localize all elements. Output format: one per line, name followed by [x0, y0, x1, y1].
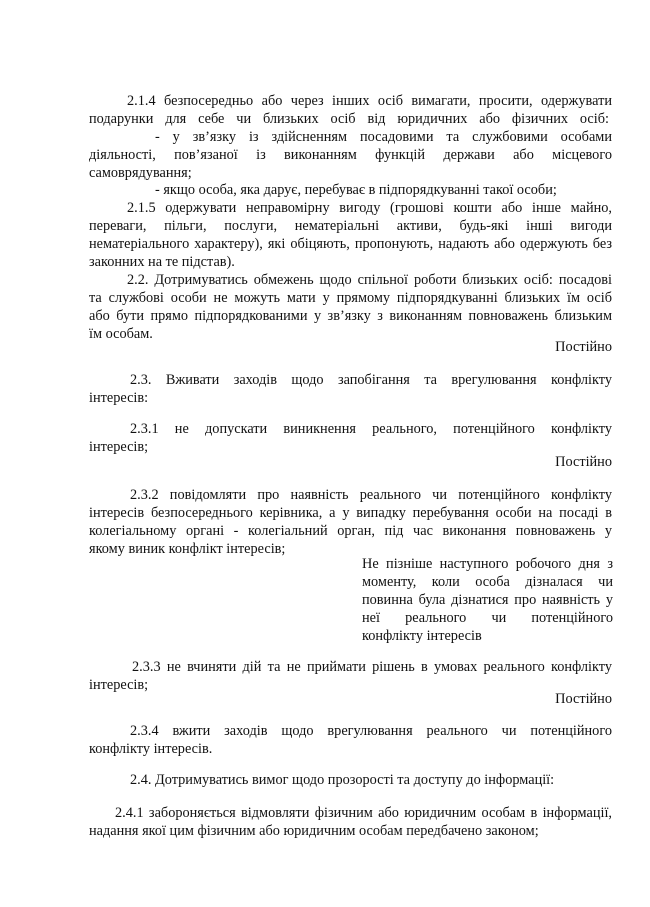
term-next-working-day-line-2: моменту, коли особа дізналася чи	[362, 574, 613, 590]
clause-2-3-2-line-1: 2.3.2 повідомляти про наявність реального чи потенційного конфлікту	[130, 487, 612, 503]
clause-2-3-line-1: 2.3. Вживати заходів щодо запобігання та врегулювання конфлікту	[130, 372, 612, 388]
clause-2-3-1-line-1: 2.3.1 не допускати виникнення реального, потенційного конфлікту	[130, 421, 612, 437]
clause-2-1-4-line-3: - у зв’язку із здійсненням посадовими та службовими особами	[155, 129, 612, 145]
clause-2-1-5-line-4: законних на те підстав).	[89, 254, 235, 270]
term-next-working-day-line-4: неї реального чи потенційного	[362, 610, 613, 626]
clause-2-2-line-1: 2.2. Дотримуватись обмежень щодо спільної роботи близьких осіб: посадові	[127, 272, 612, 288]
clause-2-3-2-line-2: інтересів безпосереднього керівника, а у випадку перебування особи на посаді в	[89, 505, 612, 521]
clause-2-4-1-line-2: надання якої цим фізичним або юридичним особам передбачено законом;	[89, 823, 539, 839]
clause-2-3-4-line-2: конфлікту інтересів.	[89, 741, 213, 757]
term-next-working-day-line-3: повинна була дізнатися про наявність у	[362, 592, 613, 608]
clause-2-3-4-line-1: 2.3.4 вжити заходів щодо врегулювання реального чи потенційного	[130, 723, 612, 739]
clause-2-1-5-line-2: переваги, пільги, послуги, нематеріальні активи, будь-які інші вигоди	[89, 218, 612, 234]
clause-2-2-line-3: або бути прямо підпорядкованими у зв’язку з виконанням повноважень близьким	[89, 308, 612, 324]
clause-2-3-line-2: інтересів:	[89, 390, 149, 406]
clause-2-1-4-line-5: самоврядування;	[89, 165, 192, 181]
clause-2-1-4-line-2: подарунки для себе чи близьких осіб від юридичних або фізичних осіб:	[89, 111, 609, 127]
clause-2-3-3-line-1: 2.3.3 не вчиняти дій та не приймати рішень в умовах реального конфлікту	[132, 659, 612, 675]
clause-2-1-4-line-1: 2.1.4 безпосередньо або через інших осіб вимагати, просити, одержувати	[127, 93, 612, 109]
clause-2-1-5-line-3: нематеріального характеру), які обіцяють, пропонують, надають або одержують без	[89, 236, 612, 252]
clause-2-2-line-2: та службові особи не можуть мати у прямому підпорядкуванні близьких їм осіб	[89, 290, 612, 306]
clause-2-1-5-line-1: 2.1.5 одержувати неправомірну вигоду (грошові кошти або інше майно,	[127, 200, 612, 216]
term-permanent-3: Постійно	[555, 691, 612, 707]
clause-2-3-1-line-2: інтересів;	[89, 439, 149, 455]
clause-2-1-4-line-4: діяльності, пов’язаної із виконанням функцій держави або місцевого	[89, 147, 612, 163]
term-next-working-day-line-1: Не пізніше наступного робочого дня з	[362, 556, 613, 572]
clause-2-4: 2.4. Дотримуватись вимог щодо прозорості та доступу до інформації:	[130, 772, 555, 788]
term-permanent-2: Постійно	[555, 454, 612, 470]
clause-2-2-line-4: їм особам.	[89, 326, 153, 342]
clause-2-1-4-line-6: - якщо особа, яка дарує, перебуває в підпорядкуванні такої особи;	[155, 182, 557, 198]
clause-2-4-1-line-1: 2.4.1 забороняється відмовляти фізичним або юридичним особам в інформації,	[115, 805, 612, 821]
clause-2-3-3-line-2: інтересів;	[89, 677, 149, 693]
clause-2-3-2-line-3: колегіальному органі - колегіальний орган, під час виконання повноважень у	[89, 523, 612, 539]
term-permanent-1: Постійно	[555, 339, 612, 355]
term-next-working-day-line-5: конфлікту інтересів	[362, 628, 482, 644]
clause-2-3-2-line-4: якому виник конфлікт інтересів;	[89, 541, 286, 557]
